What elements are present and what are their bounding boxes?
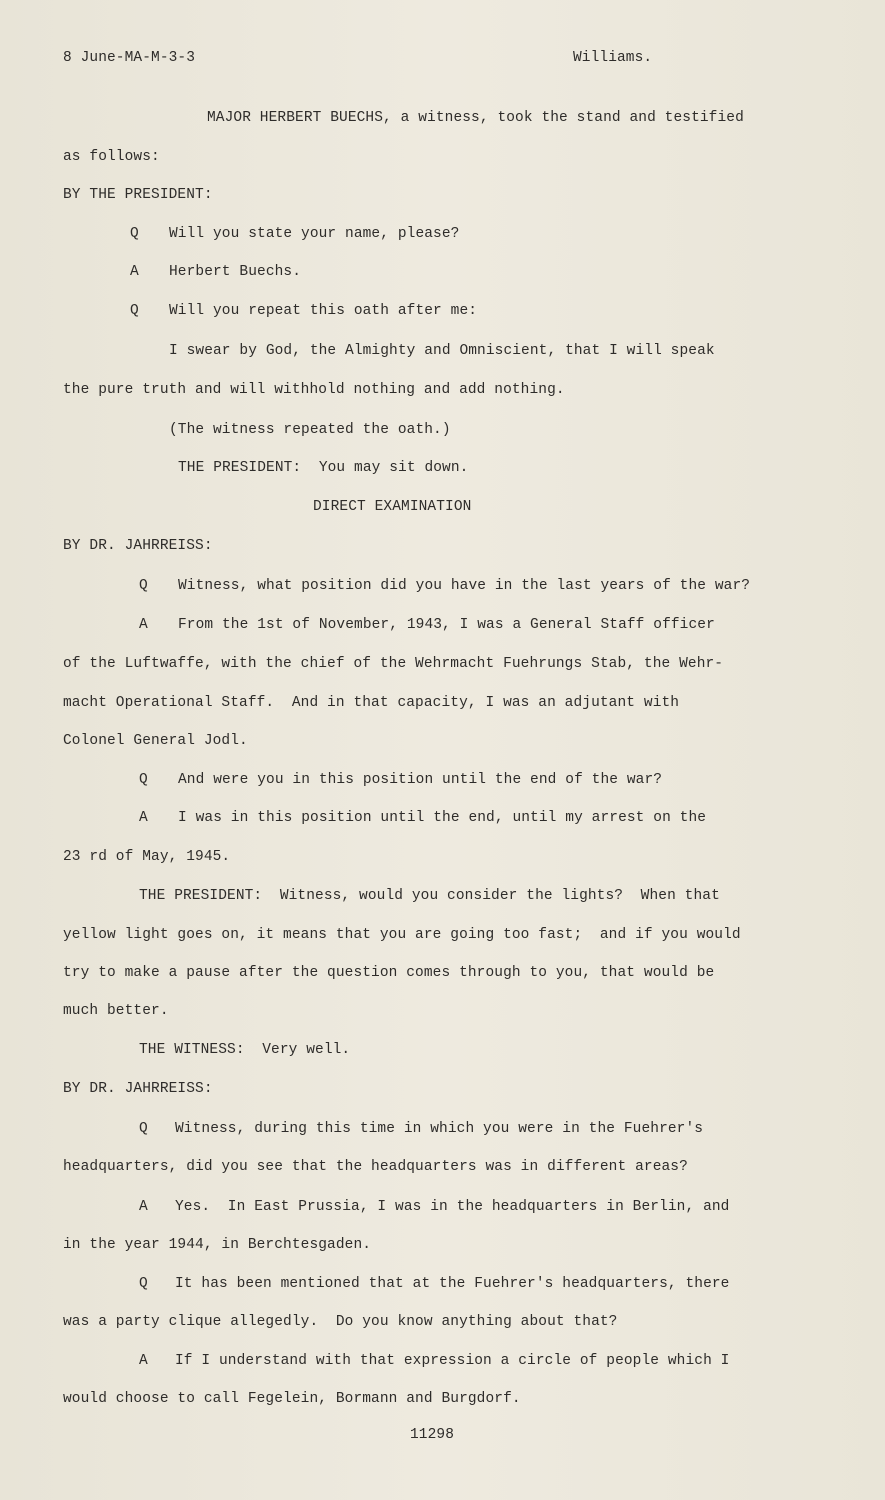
question-text: It has been mentioned that at the Fuehrer's headquarters, there xyxy=(175,1276,730,1292)
a-mark: A xyxy=(130,264,139,280)
a-mark: A xyxy=(139,810,148,826)
a-mark: A xyxy=(139,1353,148,1369)
president-remark: try to make a pause after the question comes through to you, that would be xyxy=(63,965,715,981)
q-mark: Q xyxy=(130,226,139,242)
question-text: Witness, during this time in which you were in the Fuehrer's xyxy=(175,1121,704,1137)
section-heading: BY DR. JAHRREISS: xyxy=(63,538,213,554)
section-title: DIRECT EXAMINATION xyxy=(313,499,472,515)
intro-line: MAJOR HERBERT BUECHS, a witness, took the stand and testified xyxy=(207,110,744,126)
answer-text: Herbert Buechs. xyxy=(169,264,302,280)
president-remark: yellow light goes on, it means that you are going too fast; and if you would xyxy=(63,927,741,943)
q-mark: Q xyxy=(139,772,148,788)
question-text: And were you in this position until the end of the war? xyxy=(178,772,663,788)
answer-text: 23 rd of May, 1945. xyxy=(63,849,231,865)
answer-text: Yes. In East Prussia, I was in the headquarters in Berlin, and xyxy=(175,1199,730,1215)
answer-text: Colonel General Jodl. xyxy=(63,733,248,749)
header-code: 8 June-MA-M-3-3 xyxy=(63,50,196,66)
page-number: 11298 xyxy=(410,1427,455,1443)
a-mark: A xyxy=(139,617,148,633)
question-text: Will you repeat this oath after me: xyxy=(169,303,478,319)
a-mark: A xyxy=(139,1199,148,1215)
q-mark: Q xyxy=(139,578,148,594)
answer-text: macht Operational Staff. And in that capacity, I was an adjutant with xyxy=(63,695,680,711)
answer-text: would choose to call Fegelein, Bormann and Burgdorf. xyxy=(63,1391,521,1407)
answer-text: I was in this position until the end, until my arrest on the xyxy=(178,810,707,826)
answer-text: of the Luftwaffe, with the chief of the Wehrmacht Fuehrungs Stab, the Wehr- xyxy=(63,656,724,672)
q-mark: Q xyxy=(139,1121,148,1137)
question-text: was a party clique allegedly. Do you know anything about that? xyxy=(63,1314,618,1330)
president-remark: much better. xyxy=(63,1003,169,1019)
oath-line: I swear by God, the Almighty and Omniscient, that I will speak xyxy=(169,343,715,359)
q-mark: Q xyxy=(130,303,139,319)
answer-text: in the year 1944, in Berchtesgaden. xyxy=(63,1237,372,1253)
section-heading: BY DR. JAHRREISS: xyxy=(63,1081,213,1097)
stage-note: (The witness repeated the oath.) xyxy=(169,422,451,438)
witness-remark: THE WITNESS: Very well. xyxy=(139,1042,351,1058)
answer-text: If I understand with that expression a circle of people which I xyxy=(175,1353,730,1369)
section-heading: BY THE PRESIDENT: xyxy=(63,187,213,203)
president-remark: THE PRESIDENT: Witness, would you consider the lights? When that xyxy=(139,888,720,904)
intro-line: as follows: xyxy=(63,149,160,165)
question-text: Will you state your name, please? xyxy=(169,226,460,242)
q-mark: Q xyxy=(139,1276,148,1292)
question-text: Witness, what position did you have in the last years of the war? xyxy=(178,578,751,594)
answer-text: From the 1st of November, 1943, I was a General Staff officer xyxy=(178,617,715,633)
question-text: headquarters, did you see that the headquarters was in different areas? xyxy=(63,1159,688,1175)
president-remark: THE PRESIDENT: You may sit down. xyxy=(178,460,469,476)
oath-line: the pure truth and will withhold nothing and add nothing. xyxy=(63,382,565,398)
header-reporter: Williams. xyxy=(573,50,653,66)
